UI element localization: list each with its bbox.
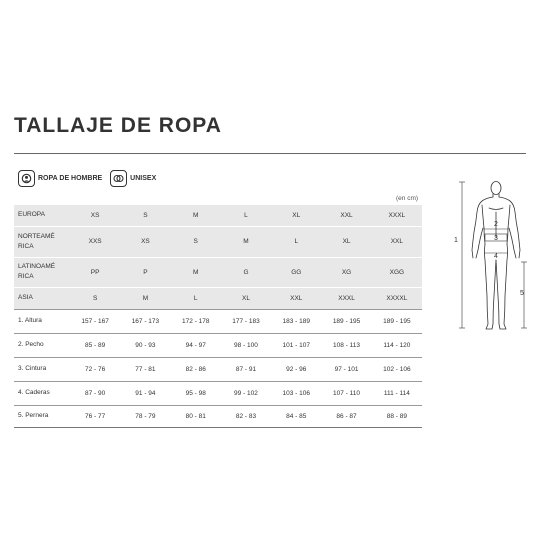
table-cell: 101 - 107 (271, 333, 321, 357)
table-cell: XS (70, 205, 120, 226)
table-row-norteamerica (14, 226, 422, 257)
table-cell: 92 - 96 (271, 357, 321, 381)
table-cell: 189 - 195 (372, 309, 422, 333)
table-cell: 80 - 81 (171, 405, 221, 427)
table-cell: 78 - 79 (120, 405, 170, 427)
men-icon (18, 170, 35, 187)
table-cell: 94 - 97 (171, 333, 221, 357)
table-cell: 82 - 83 (221, 405, 271, 427)
table-cell: 167 - 173 (120, 309, 170, 333)
table-cell: 85 - 89 (70, 333, 120, 357)
table-cell: M (171, 257, 221, 287)
table-cell: 177 - 183 (221, 309, 271, 333)
row-label: ASIA (14, 287, 70, 309)
title-divider (14, 153, 526, 154)
marker-2: 2 (494, 221, 498, 228)
table-cell: 107 - 110 (321, 381, 371, 405)
table-cell: XL (271, 205, 321, 226)
table-cell: XXL (372, 226, 422, 257)
table-row-pecho (14, 333, 422, 357)
marker-3: 3 (494, 235, 498, 242)
row-label: EUROPA (14, 205, 70, 226)
marker-1: 1 (454, 237, 458, 244)
table-cell: XS (120, 226, 170, 257)
table-cell: 99 - 102 (221, 381, 271, 405)
table-cell: XL (221, 287, 271, 309)
table-cell: 98 - 100 (221, 333, 271, 357)
row-label (14, 226, 70, 257)
table-cell: 88 - 89 (372, 405, 422, 427)
table-cell: XXXL (372, 205, 422, 226)
table-cell: 77 - 81 (120, 357, 170, 381)
table-cell: 95 - 98 (171, 381, 221, 405)
table-cell: XXXL (321, 287, 371, 309)
marker-4: 4 (494, 253, 498, 260)
table-row-altura (14, 309, 422, 333)
legend-unisex-label: UNISEX (130, 175, 157, 182)
legend-unisex (110, 170, 156, 187)
table-cell: 157 - 167 (70, 309, 120, 333)
table-row-pernera (14, 405, 422, 427)
table-cell: S (171, 226, 221, 257)
table-row-cintura (14, 357, 422, 381)
table-cell: GG (271, 257, 321, 287)
unisex-icon (110, 170, 127, 187)
table-cell: 84 - 85 (271, 405, 321, 427)
legend-men (18, 170, 102, 187)
table-row-latinoamerica (14, 257, 422, 287)
table-cell: L (171, 287, 221, 309)
row-label: 5. Pernera (14, 405, 70, 427)
row-label: 4. Caderas (14, 381, 70, 405)
table-cell: XXL (321, 205, 371, 226)
table-cell: 76 - 77 (70, 405, 120, 427)
table-cell: 97 - 101 (321, 357, 371, 381)
table-cell: L (221, 205, 271, 226)
marker-5: 5 (520, 290, 524, 297)
row-label: 3. Cintura (14, 357, 70, 381)
table-cell: 111 - 114 (372, 381, 422, 405)
table-row-asia (14, 287, 422, 309)
row-label-line: RICA (18, 273, 34, 280)
table-cell: 82 - 86 (171, 357, 221, 381)
unit-note: (en cm) (396, 195, 419, 202)
table-cell: 114 - 120 (372, 333, 422, 357)
table-cell: S (70, 287, 120, 309)
table-cell: 172 - 178 (171, 309, 221, 333)
table-cell: 91 - 94 (120, 381, 170, 405)
body-measurement-diagram (440, 178, 532, 334)
table-cell: 72 - 76 (70, 357, 120, 381)
row-label-line: LATINOAMÉ (18, 263, 56, 270)
table-cell: L (271, 226, 321, 257)
table-cell: 90 - 93 (120, 333, 170, 357)
row-label-line: NORTEAMÉ (18, 232, 55, 240)
table-cell: M (120, 287, 170, 309)
table-cell: 87 - 90 (70, 381, 120, 405)
table-cell: 86 - 87 (321, 405, 371, 427)
table-cell: S (120, 205, 170, 226)
table-cell: 103 - 106 (271, 381, 321, 405)
legend-men-label: ROPA DE HOMBRE (38, 175, 103, 182)
row-label-line: RICA (18, 242, 34, 250)
page-title: TALLAJE DE ROPA (14, 114, 222, 137)
size-chart-table (14, 205, 422, 428)
legend (18, 170, 156, 187)
table-cell: 87 - 91 (221, 357, 271, 381)
row-label: 2. Pecho (14, 333, 70, 357)
table-cell: 183 - 189 (271, 309, 321, 333)
table-cell: 108 - 113 (321, 333, 371, 357)
table-cell: XXXXL (372, 287, 422, 309)
table-cell: M (171, 205, 221, 226)
table-cell: 189 - 195 (321, 309, 371, 333)
table-row-caderas (14, 381, 422, 405)
table-cell: P (120, 257, 170, 287)
table-cell: PP (70, 257, 120, 287)
table-cell: 102 - 106 (372, 357, 422, 381)
table-cell: G (221, 257, 271, 287)
table-cell: XGG (372, 257, 422, 287)
row-label (14, 257, 70, 287)
table-cell: XXS (70, 226, 120, 257)
table-cell: XL (321, 226, 371, 257)
table-cell: XG (321, 257, 371, 287)
row-label: 1. Altura (14, 309, 70, 333)
table-cell: M (221, 226, 271, 257)
table-cell: XXL (271, 287, 321, 309)
table-row-europa (14, 205, 422, 226)
